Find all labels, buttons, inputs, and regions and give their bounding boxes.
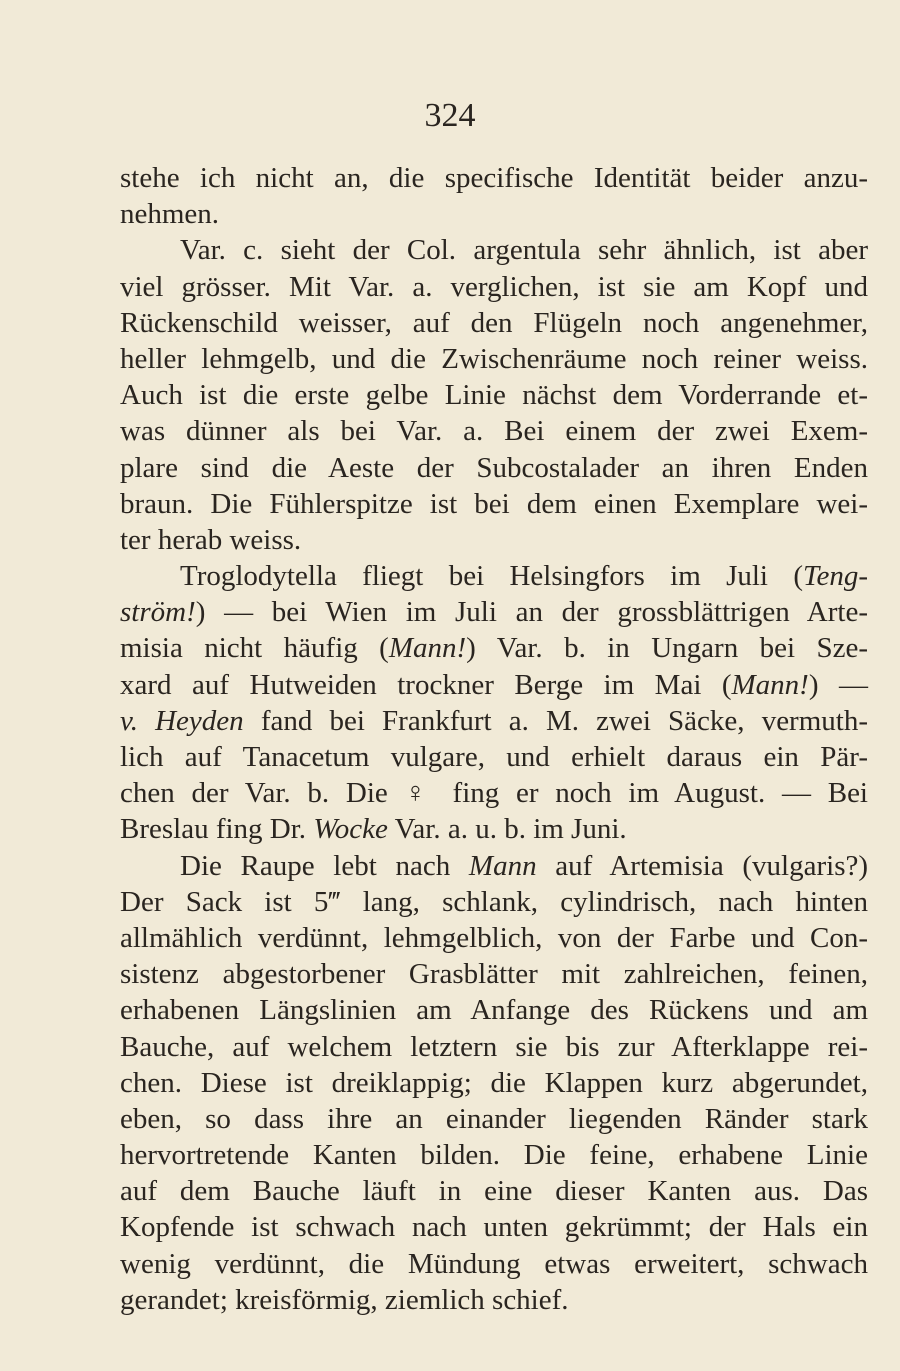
text-segment: auf Artemisia (vulgaris?) [536, 849, 869, 882]
text-line [120, 920, 868, 956]
text-segment: Rückenschild weisser, auf den Flügeln noch angenehmer, [120, 306, 868, 339]
text-segment: Bauche, auf welchem letztern sie bis zur Afterklappe rei- [120, 1030, 868, 1063]
text-segment: ter herab weiss. [120, 523, 302, 556]
text-line [120, 413, 868, 449]
text-line [120, 1282, 868, 1318]
text-segment: fand bei Frankfurt a. M. zwei Säcke, vermuth- [243, 704, 868, 737]
text-segment: Breslau fing Dr. [120, 813, 314, 846]
text-segment: ) — bei Wien im Juli an der grossblättrigen Arte- [195, 596, 868, 629]
text-segment: braun. Die Fühlerspitze ist bei dem einen Exemplare wei- [120, 487, 868, 520]
italic-text: ström! [120, 596, 196, 629]
text-line [120, 594, 868, 630]
text-line [120, 450, 868, 486]
text-line [120, 884, 868, 920]
text-line [120, 848, 868, 884]
text-segment: allmählich verdünnt, lehmgelblich, von der Farbe und Con- [120, 921, 868, 954]
text-line [120, 486, 868, 522]
text-segment: Troglodytella fliegt bei Helsingfors im Juli ( [180, 560, 803, 593]
italic-text: v. Heyden [120, 704, 244, 737]
italic-text: Wocke [313, 813, 388, 846]
text-line [120, 522, 868, 558]
text-line [120, 160, 868, 196]
text-line [120, 1246, 868, 1282]
text-segment: misia nicht häufig ( [120, 632, 389, 665]
text-segment: stehe ich nicht an, die specifische Identität beider anzu- [120, 162, 868, 194]
text-line [120, 630, 868, 666]
text-segment: sistenz abgestorbener Grasblätter mit zahlreichen, feinen, [120, 958, 868, 991]
text-line [120, 1173, 868, 1209]
text-segment: eben, so dass ihre an einander liegenden Ränder stark [120, 1102, 868, 1135]
text-segment: hervortretende Kanten bilden. Die feine, erhabene Linie [120, 1139, 868, 1172]
text-segment: lich auf Tanacetum vulgare, und erhielt daraus ein Pär- [120, 741, 868, 773]
text-line [120, 811, 868, 847]
text-segment: Kopfende ist schwach nach unten gekrümmt; der Hals ein [120, 1211, 868, 1244]
text-line [120, 269, 868, 305]
text-segment: gerandet; kreisförmig, ziemlich schief. [120, 1283, 569, 1316]
text-segment: heller lehmgelb, und die Zwischenräume noch reiner weiss. [120, 342, 868, 375]
text-line [120, 377, 868, 413]
text-line [120, 196, 868, 232]
text-line [120, 703, 868, 739]
text-line [120, 558, 868, 594]
italic-text: Mann! [731, 668, 809, 701]
text-line [120, 1065, 868, 1101]
text-segment: Var. a. u. b. im Juni. [387, 813, 627, 846]
text-segment: plare sind die Aeste der Subcostalader an ihren Enden [120, 451, 868, 484]
text-segment: erhabenen Längslinien am Anfange des Rückens und am [120, 994, 868, 1027]
text-line [120, 1209, 868, 1245]
page-number: 324 [424, 97, 476, 134]
text-line [120, 667, 868, 703]
text-line [120, 305, 868, 341]
text-segment: nehmen. [120, 198, 220, 231]
text-line [120, 775, 868, 811]
text-line [120, 232, 868, 268]
text-line [120, 992, 868, 1028]
text-segment: Auch ist die erste gelbe Linie nächst dem Vorderrande et- [120, 379, 868, 412]
text-segment: ) Var. b. in Ungarn bei Sze- [466, 632, 869, 665]
italic-text: Teng- [803, 560, 868, 593]
text-segment: Var. c. sieht der Col. argentula sehr ähnlich, ist aber [180, 234, 868, 267]
italic-text: Mann [468, 849, 537, 882]
body-text [120, 160, 868, 1318]
text-segment: chen der Var. b. Die ♀ fing er noch im August. — Bei [120, 777, 868, 810]
text-segment: wenig verdünnt, die Mündung etwas erweitert, schwach [120, 1247, 868, 1280]
text-segment: chen. Diese ist dreiklappig; die Klappen kurz abgerundet, [120, 1066, 868, 1099]
text-line [120, 956, 868, 992]
text-segment: Die Raupe lebt nach [180, 849, 469, 882]
text-line [120, 1137, 868, 1173]
text-line [120, 739, 868, 775]
text-segment: viel grösser. Mit Var. a. verglichen, ist sie am Kopf und [120, 270, 868, 303]
text-segment: was dünner als bei Var. a. Bei einem der zwei Exem- [120, 415, 868, 448]
italic-text: Mann! [388, 632, 467, 665]
text-line [120, 341, 868, 377]
text-line [120, 1029, 868, 1065]
text-segment: Der Sack ist 5‴ lang, schlank, cylindrisch, nach hinten [120, 885, 868, 918]
text-line [120, 1101, 868, 1137]
text-segment: ) — [808, 668, 868, 701]
text-segment: auf dem Bauche läuft in eine dieser Kanten aus. Das [120, 1175, 868, 1208]
text-segment: xard auf Hutweiden trockner Berge im Mai ( [120, 668, 732, 701]
